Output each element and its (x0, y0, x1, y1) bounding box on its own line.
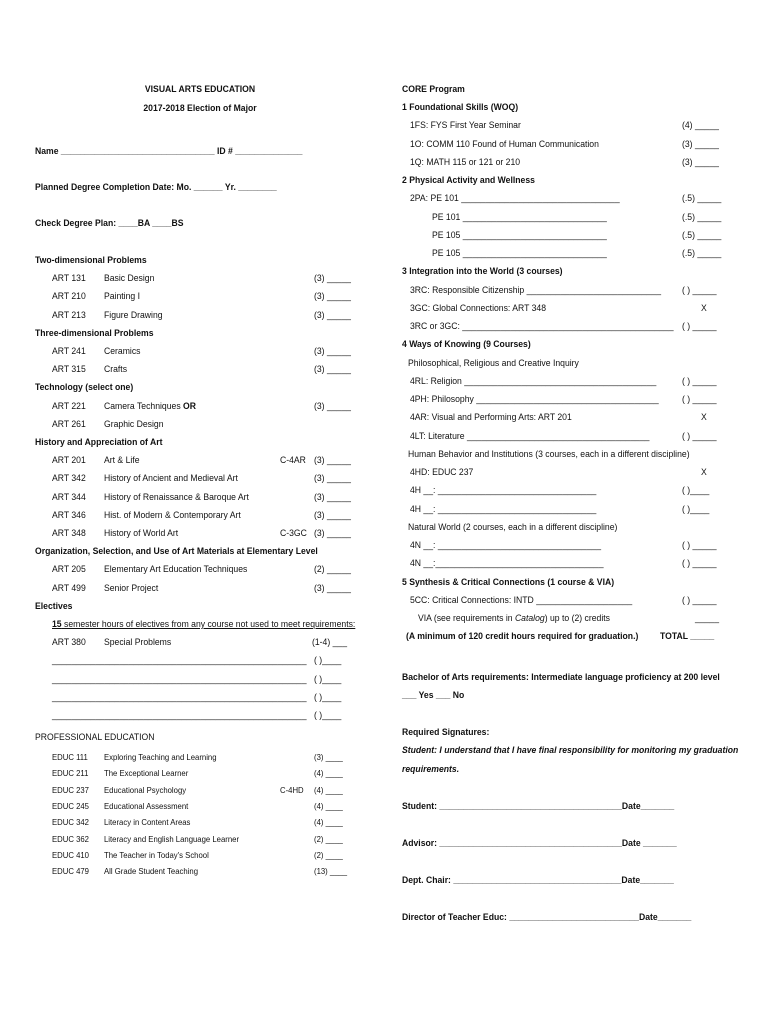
course-title: Educational Psychology (104, 784, 187, 795)
course-title: Crafts (104, 364, 128, 376)
signature-line[interactable]: ___________________________________ (453, 875, 622, 886)
core-row-item[interactable]: 4H __: _________________________________ (410, 485, 597, 497)
credit-blank[interactable]: (3) _____ (682, 156, 719, 168)
course-title: Camera Techniques OR (104, 400, 196, 412)
course-title: Figure Drawing (104, 309, 163, 321)
credit-blank[interactable]: (3) _____ (314, 364, 351, 376)
completed-mark: X (701, 412, 707, 424)
credit-blank[interactable]: ( )____ (682, 503, 710, 515)
credit-blank[interactable]: ( ) _____ (682, 375, 717, 387)
course-title: Exploring Teaching and Learning (104, 752, 217, 762)
core-row-indent[interactable]: PE 105 ______________________________ (432, 229, 607, 241)
section-heading: History and Appreciation of Art (35, 437, 163, 448)
section-heading: Technology (select one) (35, 382, 134, 394)
form-title: VISUAL ARTS EDUCATION (144, 84, 256, 95)
core-row-indent[interactable]: PE 105 ______________________________ (432, 248, 607, 259)
course-code: ART 205 (52, 564, 86, 576)
course-code: ART 315 (52, 364, 86, 376)
section-heading: PROFESSIONAL EDUCATION (35, 732, 155, 743)
core-row-head: 5 Synthesis & Critical Connections (1 course & VIA) (402, 576, 615, 588)
core-row-item[interactable]: 4AR: Visual and Performing Arts: ART 201 (410, 412, 572, 424)
core-row-head: 4 Ways of Knowing (9 Courses) (402, 339, 531, 351)
course-title: Graphic Design (104, 418, 164, 430)
course-code: ART 213 (52, 309, 86, 321)
core-row-item[interactable]: 2PA: PE 101 _________________________________ (410, 193, 620, 205)
credit-blank[interactable]: (.5) _____ (682, 248, 722, 259)
credit-blank[interactable]: ( )____ (314, 691, 342, 703)
credit-blank[interactable]: ( ) _____ (682, 594, 717, 606)
elective-blank-line[interactable]: _____________________________________________________ (52, 710, 307, 721)
credit-blank[interactable]: (3) _____ (314, 291, 351, 303)
credit-blank[interactable]: (.5) _____ (682, 211, 722, 223)
course-code: EDUC 111 (52, 752, 88, 762)
course-code: EDUC 211 (52, 768, 89, 779)
signature-row[interactable] (402, 838, 677, 850)
core-row-item[interactable]: 1Q: MATH 115 or 121 or 210 (410, 156, 521, 168)
credit-blank[interactable]: _____ (695, 613, 720, 624)
course-code: ART 342 (52, 473, 86, 485)
course-code: EDUC 362 (52, 833, 89, 844)
core-tag: C-3GC (280, 528, 307, 539)
course-code: ART 348 (52, 528, 86, 539)
core-row-item[interactable]: 4PH: Philosophy ______________________________________ (410, 394, 659, 405)
credit-blank[interactable]: ( ) _____ (682, 430, 717, 442)
course-code: ART 346 (52, 509, 86, 521)
credit-blank[interactable]: (3) _____ (314, 346, 351, 357)
credit-blank[interactable]: (3) _____ (682, 138, 719, 150)
core-row-sub: Natural World (2 courses, each in a different discipline) (408, 521, 618, 533)
credit-blank[interactable]: (3) ____ (314, 752, 343, 762)
signature-row[interactable] (402, 875, 674, 887)
signature-line[interactable]: ______________________________________ (439, 801, 622, 812)
course-code: ART 241 (52, 346, 86, 357)
core-row-item[interactable]: 4LT: Literature ______________________________________ (410, 430, 650, 442)
electives-heading: Electives (35, 600, 73, 612)
course-title: History of World Art (104, 528, 179, 539)
via-text: VIA (see requirements in (418, 613, 515, 624)
credit-blank[interactable]: (2) _____ (314, 564, 351, 576)
credit-blank[interactable]: (2) ____ (314, 849, 343, 860)
course-title: Educational Assessment (104, 800, 189, 811)
course-code: ART 210 (52, 291, 86, 303)
credit-blank[interactable]: (4) ____ (314, 768, 343, 779)
course-code: ART 344 (52, 491, 86, 503)
credit-blank[interactable]: (3) _____ (314, 309, 351, 321)
signature-line[interactable]: ______________________________________ (439, 838, 622, 849)
course-code: EDUC 410 (52, 849, 89, 860)
elective-blank-line[interactable]: _____________________________________________________ (52, 655, 307, 667)
electives-hours: 15 (52, 619, 62, 630)
credit-blank[interactable]: (4) ____ (314, 800, 343, 811)
credit-blank[interactable]: (.5) _____ (682, 193, 722, 205)
core-row-item[interactable]: 4N __:___________________________________ (410, 558, 604, 570)
core-row-head: 2 Physical Activity and Wellness (402, 175, 535, 186)
course-title: The Exceptional Learner (104, 768, 189, 779)
ba-yes-no[interactable]: ___ Yes ___ No (402, 690, 465, 701)
form-subtitle: 2017-2018 Election of Major (143, 103, 257, 114)
completion-date-line[interactable]: Planned Degree Completion Date: Mo. ______ Yr. ________ (35, 182, 277, 193)
credit-blank[interactable]: (3) _____ (314, 455, 351, 467)
credit-blank[interactable]: (3) _____ (314, 528, 351, 539)
signatures-heading: Required Signatures: (402, 727, 490, 738)
course-code: EDUC 237 (52, 784, 89, 795)
core-row-head: 3 Integration into the World (3 courses) (402, 266, 563, 278)
signature-label: Advisor: (402, 838, 440, 849)
course-title: Basic Design (104, 273, 155, 285)
core-row-sub: Human Behavior and Institutions (3 courses, each in a different discipline) (408, 448, 690, 460)
course-code: ART 499 (52, 582, 86, 594)
core-row-indent[interactable]: PE 101 ______________________________ (432, 211, 607, 223)
credit-blank[interactable]: (13) ____ (314, 866, 348, 877)
credit-blank[interactable]: ( )____ (314, 655, 342, 667)
credit-blank[interactable]: (3) _____ (314, 582, 351, 594)
core-row-item[interactable]: 3RC: Responsible Citizenship ____________________________ (410, 284, 662, 296)
credit-blank[interactable]: ( ) _____ (682, 540, 717, 551)
credit-blank[interactable]: ( ) _____ (682, 321, 717, 332)
core-row-item[interactable]: 4H __: _________________________________ (410, 503, 597, 515)
course-code: ART 201 (52, 455, 86, 467)
signature-label: Student: (402, 801, 440, 812)
course-title: Senior Project (104, 582, 159, 594)
course-code: ART 131 (52, 273, 86, 285)
credit-blank[interactable]: (4) _____ (682, 120, 719, 132)
credit-blank[interactable]: (4) ____ (314, 817, 343, 828)
date-line[interactable]: Date_______ (621, 875, 674, 886)
course-code: ART 261 (52, 418, 86, 430)
core-row-item[interactable]: 3RC or 3GC: ____________________________________________ (410, 321, 674, 332)
credit-blank[interactable]: (3) _____ (314, 473, 351, 485)
section-heading: Two-dimensional Problems (35, 255, 147, 266)
course-title: Ceramics (104, 346, 141, 357)
course-code: EDUC 245 (52, 800, 89, 811)
credit-blank[interactable]: TOTAL _____ (660, 631, 715, 643)
core-row-via[interactable] (418, 613, 610, 625)
catalog-text: Catalog (514, 613, 545, 624)
core-tag: C-4HD (280, 784, 304, 795)
credit-blank[interactable]: ( )____ (682, 485, 710, 497)
course-code: ART 380 (52, 637, 86, 649)
core-row-item[interactable]: 1FS: FYS First Year Seminar (410, 120, 521, 132)
course-title: Elementary Art Education Techniques (104, 564, 248, 576)
course-title: Literacy and English Language Learner (104, 833, 240, 844)
electives-note (52, 619, 355, 631)
credit-blank[interactable]: (3) _____ (314, 400, 351, 412)
credit-blank[interactable]: (3) _____ (314, 509, 351, 521)
elective-blank-line[interactable]: _____________________________________________________ (52, 673, 307, 685)
student-statement: Student: I understand that I have final responsibility for monitoring my graduation (402, 745, 739, 756)
signature-label: Director of Teacher Educ: (402, 912, 510, 923)
core-row-total[interactable]: (A minimum of 120 credit hours required for graduation.) (406, 631, 639, 643)
credit-blank[interactable]: (.5) _____ (682, 229, 722, 241)
credit-blank[interactable]: (4) ____ (314, 784, 343, 795)
credit-blank[interactable]: ( ) _____ (682, 394, 717, 405)
core-row-item[interactable]: 3GC: Global Connections: ART 348 (410, 302, 546, 314)
signature-line[interactable]: ___________________________ (509, 912, 639, 923)
credit-blank[interactable]: (3) _____ (314, 491, 351, 503)
via-credits-text: ) up to (2) credits (544, 613, 610, 624)
core-row-item[interactable]: 4N __: __________________________________ (410, 540, 602, 551)
completed-mark: X (701, 467, 707, 478)
credit-blank[interactable]: ( )____ (314, 710, 342, 721)
date-line[interactable]: Date_______ (621, 801, 675, 812)
signature-label: Dept. Chair: (402, 875, 454, 886)
core-tag: C-4AR (280, 455, 306, 467)
course-title: Art & Life (104, 455, 140, 467)
date-line[interactable]: Date_______ (638, 912, 692, 923)
credit-blank[interactable]: ( )____ (314, 673, 342, 685)
core-row-item[interactable]: 4RL: Religion ________________________________________ (410, 375, 657, 387)
course-code: EDUC 342 (52, 817, 89, 828)
course-title: The Teacher in Today's School (104, 849, 209, 860)
or-label: OR (180, 400, 196, 412)
student-statement-cont: requirements. (402, 764, 460, 775)
course-title: Special Problems (104, 637, 172, 649)
course-title: Painting I (104, 291, 141, 303)
course-title: History of Ancient and Medieval Art (104, 473, 238, 485)
section-heading: Three-dimensional Problems (35, 327, 154, 339)
section-heading: Organization, Selection, and Use of Art Materials at Elementary Level (35, 546, 318, 558)
core-row-head: 1 Foundational Skills (WOQ) (402, 102, 519, 113)
ba-requirements: Bachelor of Arts requirements: Intermediate language proficiency at 200 level (402, 672, 720, 683)
signature-row[interactable] (402, 912, 691, 924)
course-code: ART 221 (52, 400, 86, 412)
course-title: All Grade Student Teaching (104, 866, 199, 877)
signature-row[interactable] (402, 801, 674, 813)
core-row-item[interactable]: 4HD: EDUC 237 (410, 467, 474, 478)
date-line[interactable]: Date _______ (621, 838, 677, 849)
course-title: History of Renaissance & Baroque Art (104, 491, 249, 503)
elective-blank-line[interactable]: _____________________________________________________ (52, 691, 307, 703)
core-row-sub: Philosophical, Religious and Creative Inquiry (408, 357, 579, 369)
electives-note-text: semester hours of electives from any course not used to meet requirements: (61, 619, 356, 630)
core-row-item[interactable]: 1O: COMM 110 Found of Human Communication (410, 138, 599, 150)
credit-blank[interactable]: (1-4) ___ (312, 637, 348, 649)
name-id-line[interactable]: Name ________________________________ ID # ______________ (35, 146, 303, 157)
course-code: EDUC 479 (52, 866, 89, 877)
course-title: Hist. of Modern & Contemporary Art (104, 509, 241, 521)
credit-blank[interactable]: ( ) _____ (682, 284, 717, 296)
credit-blank[interactable]: (2) ____ (314, 833, 343, 844)
credit-blank[interactable]: ( ) _____ (682, 558, 717, 570)
degree-plan-line[interactable]: Check Degree Plan: ____BA ____BS (35, 218, 184, 229)
core-row-item[interactable]: 5CC: Critical Connections: INTD ____________________ (410, 594, 633, 606)
completed-mark: X (701, 302, 707, 314)
course-title: Literacy in Content Areas (104, 817, 191, 828)
credit-blank[interactable]: (3) _____ (314, 273, 351, 285)
core-program-title: CORE Program (402, 84, 465, 95)
